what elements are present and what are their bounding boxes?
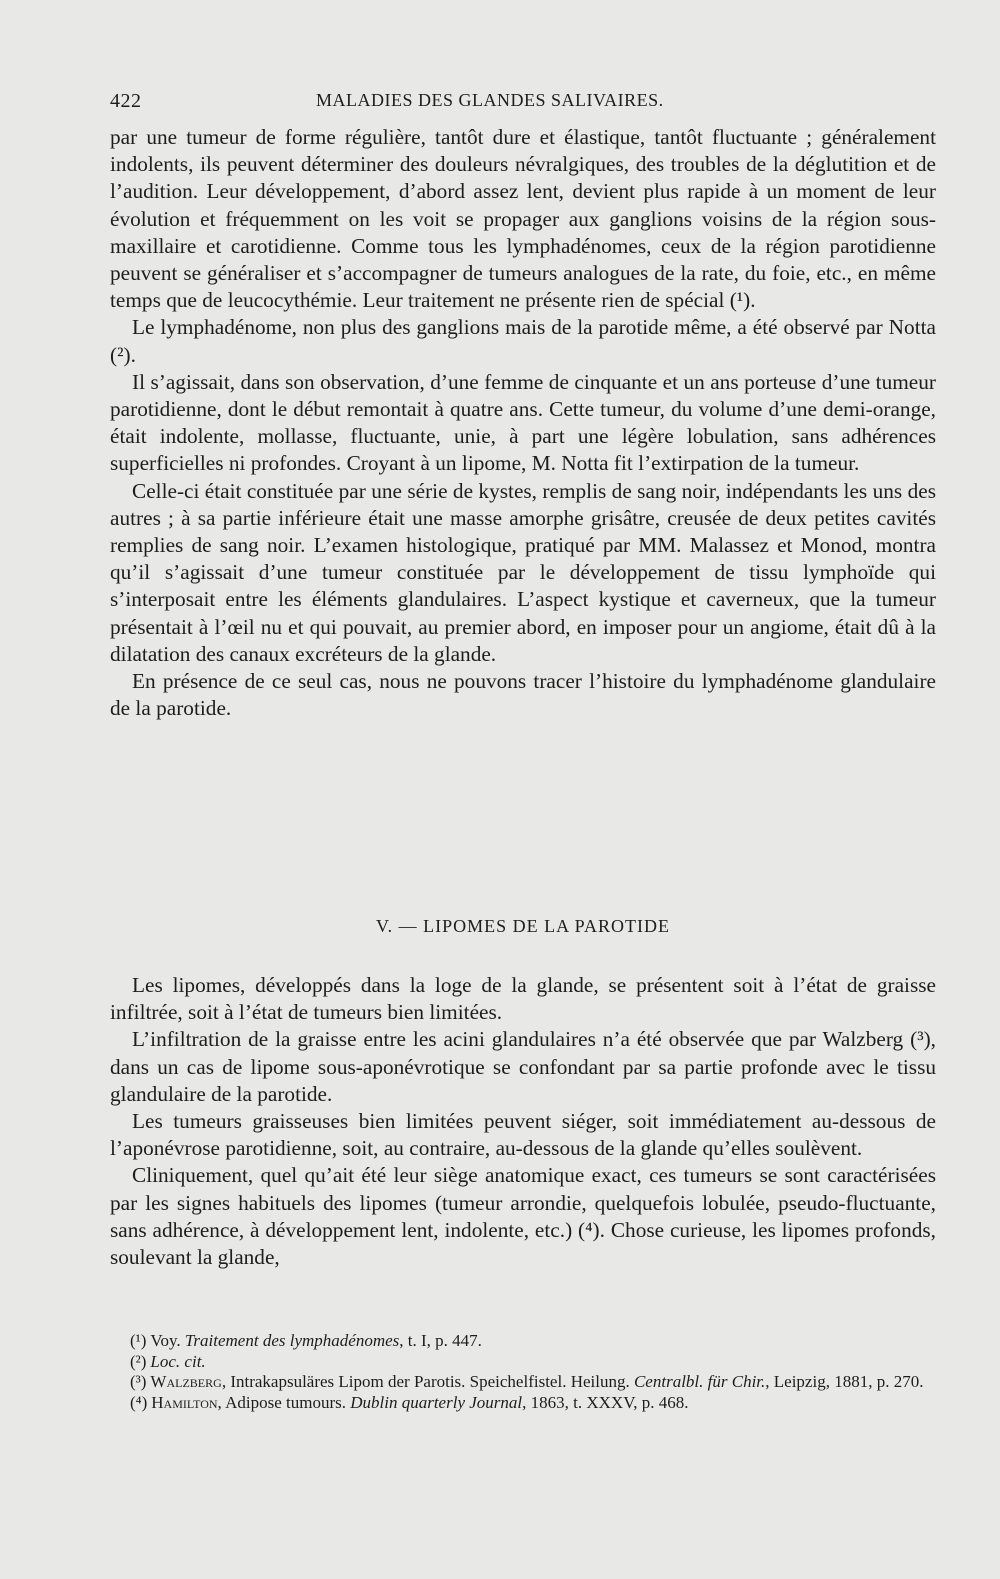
footnote-mark: (⁴) xyxy=(130,1392,148,1412)
footnote-title: Centralbl. für Chir. xyxy=(633,1372,766,1391)
paragraph: Il s’agissait, dans son observation, d’une femme de cinquante et un ans porteuse d’une tumeur parotidienne, dont le début remontait à quatre ans. Cette tumeur, du volume d’une demi-orange, était indolente, mollasse, fluctuante, unie, à part une légère lobulation, sans adhérences superficielles ni profondes. Croyant à un lipome, M. Notta fit l’extirpation de la tumeur. xyxy=(110,369,936,476)
paragraph: Les lipomes, développés dans la loge de la glande, se présentent soit à l’état de graisse infiltrée, soit à l’état de tumeurs bien limitées. xyxy=(110,973,936,1025)
footnote-mark: (¹) xyxy=(130,1331,147,1350)
section-title: V. — LIPOMES DE LA PAROTIDE xyxy=(375,916,671,936)
footnote-mark: (³) xyxy=(130,1372,147,1391)
paragraph: En présence de ce seul cas, nous ne pouvons tracer l’histoire du lymphadénome glandulaire de la parotide. xyxy=(110,669,936,721)
footnote-text: , Intrakapsuläres Lipom der Parotis. Speichelfistel. Heilung. xyxy=(221,1372,634,1391)
paragraph: Celle-ci était constituée par une série de kystes, remplis de sang noir, indépendants les uns des autres ; à sa partie inférieure était une masse amorphe grisâtre, creusée de deux petites cavités remplies de sang noir. L’examen histologique, pratiqué par MM. Malassez et Monod, montra qu’il s’agissait d’une tumeur constituée par le développement de tissu lymphoïde qui s’interposait entre les éléments glandulaires. L’aspect kystique et caverneux, que la tumeur présentait à l’œil nu et qui pouvait, au premier abord, en imposer pour un angiome, était dû à la dilatation des canaux excréteurs de la glande. xyxy=(110,478,936,666)
page-number: 422 xyxy=(110,90,142,112)
footnote-mark: (²) xyxy=(130,1351,147,1371)
footnote xyxy=(110,1372,936,1393)
body-text-bottom xyxy=(110,972,936,1271)
body-text-top xyxy=(110,124,936,722)
footnote xyxy=(110,1331,936,1352)
footnote-title: Traitement des lymphadénomes xyxy=(184,1331,400,1350)
footnote-text: , Leipzig, 1881, p. 270. xyxy=(765,1372,924,1391)
footnotes xyxy=(110,1331,936,1413)
footnote-text: , Adipose tumours. xyxy=(217,1392,351,1412)
footnote-title: Loc. cit. xyxy=(150,1351,206,1371)
footnote-author: Hamilton xyxy=(151,1392,218,1412)
footnote-text: , t. I, p. 447. xyxy=(399,1331,482,1350)
paragraph: Les tumeurs graisseuses bien limitées peuvent siéger, soit immédiatement au-dessous de l’aponévrose parotidienne, soit, au contraire, au-dessous de la glande qu’elles soulèvent. xyxy=(110,1109,936,1161)
running-head: MALADIES DES GLANDES SALIVAIRES. xyxy=(316,90,664,110)
footnote-text: , 1863, t. XXXV, p. 468. xyxy=(522,1392,689,1412)
paragraph: Le lymphadénome, non plus des ganglions mais de la parotide même, a été observé par Notta (²). xyxy=(110,315,936,367)
page-header xyxy=(110,90,936,116)
footnote-text: Voy. xyxy=(150,1331,185,1350)
paragraph: L’infiltration de la graisse entre les acini glandulaires n’a été observée que par Walzberg (³), dans un cas de lipome sous-aponévrotique se confondant par sa partie profonde avec le tissu glandulaire de la parotide. xyxy=(110,1027,936,1106)
footnote-title: Dublin quarterly Journal xyxy=(350,1392,523,1412)
paragraph: Cliniquement, quel qu’ait été leur siège anatomique exact, ces tumeurs se sont caractérisées par les signes habituels des lipomes (tumeur arrondie, quelquefois lobulée, pseudo-fluctuante, sans adhérence, à développement lent, indolente, etc.) (⁴). Chose curieuse, les lipomes profonds, soulevant la glande, xyxy=(110,1163,936,1270)
footnote xyxy=(110,1352,936,1373)
footnote xyxy=(110,1393,936,1414)
paragraph: par une tumeur de forme régulière, tantôt dure et élastique, tantôt fluctuante ; généralement indolents, ils peuvent déterminer des douleurs névralgiques, des troubles de la déglutition et de l’audition. Leur développement, d’abord assez lent, devient plus rapide à un moment de leur évolution et fréquemment on les voit se propager aux ganglions voisins de la région sous-maxillaire et carotidienne. Comme tous les lymphadénomes, ceux de la région parotidienne peuvent se généraliser et s’accompagner de tumeurs analogues de la rate, du foie, etc., en même temps que de leucocythémie. Leur traitement ne présente rien de spécial (¹). xyxy=(110,125,936,313)
footnote-author: Walzberg xyxy=(150,1372,222,1391)
